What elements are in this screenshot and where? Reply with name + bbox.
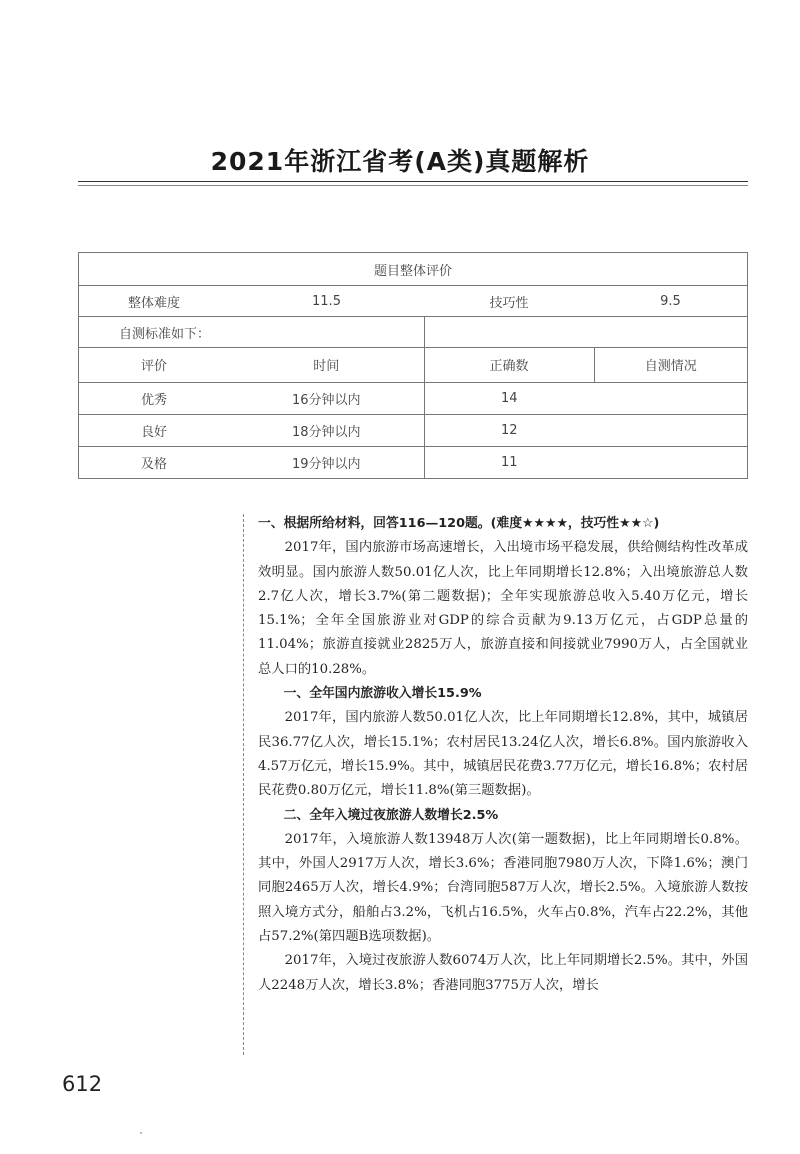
scan-speck	[140, 1132, 142, 1134]
paragraph-domestic: 2017年，国内旅游人数50.01亿人次，比上年同期增长12.8%，其中，城镇居民36.77亿人次，增长15.1%；农村居民13.24亿人次，增长6.8%。国内旅游收入4.57万亿元，增长15.9%。其中，城镇居民花费3.77万亿元，增长16.8%；农村居民花费0.80万亿元，增长11.8%(第三题数据)。	[258, 710, 748, 799]
col-self: 自测情况	[594, 348, 748, 382]
table-row: 优秀 16分钟以内 14	[79, 382, 748, 414]
col-time: 时间	[229, 348, 424, 382]
title-rule-thin	[78, 185, 748, 186]
subheading-inbound: 二、全年入境过夜旅游人数增长2.5%	[283, 807, 499, 823]
passage	[258, 512, 748, 998]
difficulty-label: 整体难度	[79, 286, 230, 317]
table-row: 及格 19分钟以内 11	[79, 446, 748, 478]
margin-bracket	[243, 514, 250, 1055]
table-header: 题目整体评价	[79, 253, 748, 286]
page-title: 2021年浙江省考(A类)真题解析	[210, 147, 590, 176]
self-test-label: 自测标准如下：	[79, 317, 425, 348]
evaluation-table	[78, 252, 748, 479]
paragraph-intro: 2017年，国内旅游市场高速增长，入出境市场平稳发展，供给侧结构性改革成效明显。国内旅游人数50.01亿人次，比上年同期增长12.8%；入出境旅游总人数2.7亿人次，增长3.7%(第二题数据)；全年实现旅游总收入5.40万亿元，增长15.1%；全年全国旅游业对GDP的综合贡献为9.13万亿元，占GDP总量的11.04%；旅游直接就业2825万人，旅游直接和间接就业7990万人，占全国就业总人口的10.28%。	[258, 540, 748, 677]
col-correct: 正确数	[424, 348, 594, 382]
subheading-domestic: 一、全年国内旅游收入增长15.9%	[283, 686, 482, 702]
skill-label: 技巧性	[424, 286, 594, 317]
section-heading: 一、根据所给材料，回答116—120题。(难度★★★★，技巧性★★☆)	[258, 516, 660, 531]
paragraph-inbound: 2017年，入境旅游人数13948万人次(第一题数据)，比上年同期增长0.8%。其中，外国人2917万人次，增长3.6%；香港同胞7980万人次，下降1.6%；澳门同胞2465万人次，增长4.9%；台湾同胞587万人次，增长2.5%。入境旅游人数按照入境方式分，船舶占3.2%，飞机占16.5%，火车占0.8%，汽车占22.2%，其他占57.2%(第四题B选项数据)。	[258, 831, 748, 945]
table-row: 良好 18分钟以内 12	[79, 414, 748, 446]
difficulty-value: 11.5	[229, 286, 424, 317]
skill-value: 9.5	[594, 286, 748, 317]
paragraph-overnight: 2017年，入境过夜旅游人数6074万人次，比上年同期增长2.5%。其中，外国人2248万人次，增长3.8%；香港同胞3775万人次，增长	[258, 953, 748, 993]
col-grade: 评价	[79, 348, 230, 382]
page-number: 612	[62, 1072, 103, 1096]
title-rule	[78, 181, 748, 182]
